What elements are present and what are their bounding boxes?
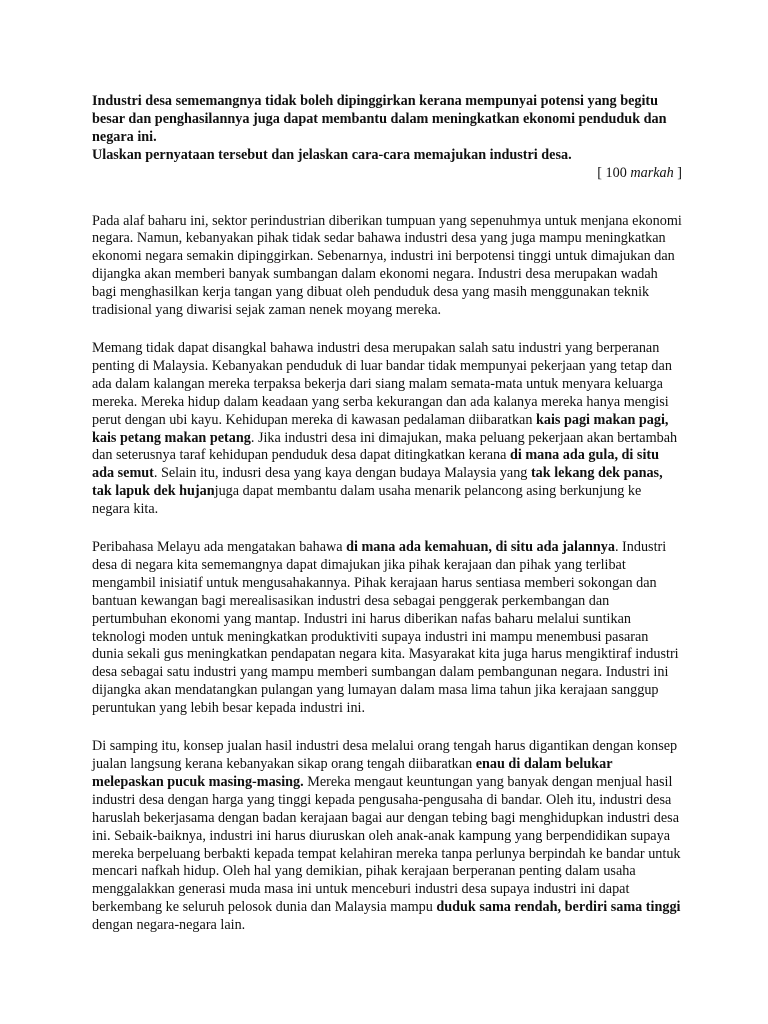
marks-open: [ 100: [597, 164, 631, 181]
proverb-bold: enau di dalam belukar melepaskan pucuk masing-masing.: [92, 756, 613, 790]
document-page: [92, 93, 682, 935]
paragraph-text: Pada alaf baharu ini, sektor perindustrian diberikan tumpuan yang sepenuhmya untuk menjana ekonomi negara. Namun, kebanyakan pihak tidak sedar bahawa industri desa yang juga mampu meningkatkan ekonomi negara semakin dipinggirkan. Sebenarnya, industri ini berpotensi tinggi untuk dimajukan dan dijangka akan memberi banyak sumbangan dalam ekonomi negara. Industri desa merupakan wadah bagi menghasilkan kerja tangan yang dibuat oleh penduduk desa yang masih menggunakan teknik tradisional yang diwarisi sejak zaman nenek moyang mereka.: [92, 212, 682, 319]
paragraph-text: . Industri desa di negara kita sememangnya dapat dimajukan jika pihak kerajaan dan pihak yang terlibat mengambil inisiatif untuk mengusahakannya. Pihak kerajaan harus sentiasa memberi sokongan dan bantuan kewangan bagi merealisasikan industri desa sebagai penggerak perkembangan dan pertumbuhan ekonomi yang mantap. Industri ini harus diberikan nafas baharu melalui suntikan teknologi moden untuk meningkatkan produktiviti supaya industri ini mampu menembusi pasaran dunia sekali gus meningkatkan pendapatan negara kita. Masyarakat kita juga harus mengiktiraf industri desa sebagai satu industri yang mampu memberi sumbangan dalam pembangunan negara. Industri ini dijangka akan mendatangkan pulangan yang lumayan dalam masa lima tahun jika kerajaan sanggup peruntukan yang lebih besar kepada industri ini.: [92, 539, 679, 717]
paragraph-4: [92, 738, 682, 935]
paragraph-text: Memang tidak dapat disangkal bahawa industri desa merupakan salah satu industri yang berperanan penting di Malaysia. Kebanyakan penduduk di luar bandar tidak mempunyai pekerjaan yang tetap dan ada dalam kalangan mereka terpaksa bekerja dari siang malam semata-mata untuk menyara keluarga mereka. Mereka hidup dalam keadaan yang serba kekurangan dan ada kalanya mereka hanya mengisi perut dengan ubi kayu. Kehidupan mereka di kawasan pedalaman diibaratkan: [92, 339, 672, 428]
proverb-bold: di mana ada kemahuan, di situ ada jalannya: [346, 539, 615, 556]
paragraph-3: [92, 539, 682, 718]
paragraph-text: . Selain itu, indusri desa yang kaya dengan budaya Malaysia yang: [153, 465, 531, 482]
marks-close: ]: [673, 164, 682, 181]
question-instruction: Ulaskan pernyataan tersebut dan jelaskan cara-cara memajukan industri desa.: [92, 146, 572, 163]
proverb-bold: tak lekang dek panas, tak lapuk dek hujan: [92, 465, 663, 500]
essay-question: [92, 93, 682, 165]
proverb-bold: duduk sama rendah, berdiri sama tinggi: [436, 899, 681, 916]
paragraph-text: juga dapat membantu dalam usaha menarik pelancong asing berkunjung ke negara kita.: [92, 483, 642, 518]
proverb-bold: di mana ada gula, di situ ada semut: [92, 447, 660, 482]
paragraph-text: dengan negara-negara lain.: [92, 917, 246, 934]
marks-word: markah: [630, 164, 674, 181]
paragraph-2: [92, 340, 682, 519]
paragraph-introduction: [92, 213, 682, 320]
paragraph-text: Mereka mengaut keuntungan yang banyak dengan menjual hasil industri desa dengan harga yang tinggi kepada pengusaha-pengusaha di bandar. Oleh itu, industri desa haruslah bekerjasama dengan badan kerajaan bagai aur dengan tebing bagi menghidupkan industri desa ini. Sebaik-baiknya, industri ini harus diuruskan oleh anak-anak kampung yang berpendidikan supaya mereka berpeluang berbakti kepada tempat kelahiran mereka tanpa perlunya berpindah ke bandar untuk mencari nafkah hidup. Oleh hal yang demikian, pihak kerajaan berperanan penting dalam usaha menggalakkan generasi muda masa ini untuk menceburi industri desa supaya industri ini dapat berkembang ke seluruh pelosok dunia dan Malaysia mampu: [92, 773, 681, 916]
question-statement: Industri desa sememangnya tidak boleh dipinggirkan kerana mempunyai potensi yang begitu besar dan penghasilannya juga dapat membantu dalam meningkatkan ekonomi penduduk dan negara ini.: [92, 93, 667, 145]
paragraph-text: . Jika industri desa ini dimajukan, maka peluang pekerjaan akan bertambah dan seterusnya taraf kehidupan penduduk desa dapat ditingkatkan kerana: [92, 429, 678, 464]
paragraph-text: Di samping itu, konsep jualan hasil industri desa melalui orang tengah harus digantikan dengan konsep jualan langsung kerana kebanyakan sikap orang tengah diibaratkan: [92, 738, 678, 772]
proverb-bold: kais pagi makan pagi, kais petang makan petang: [92, 411, 669, 446]
marks-label: [92, 165, 682, 183]
paragraph-text: Peribahasa Melayu ada mengatakan bahawa: [92, 539, 347, 556]
